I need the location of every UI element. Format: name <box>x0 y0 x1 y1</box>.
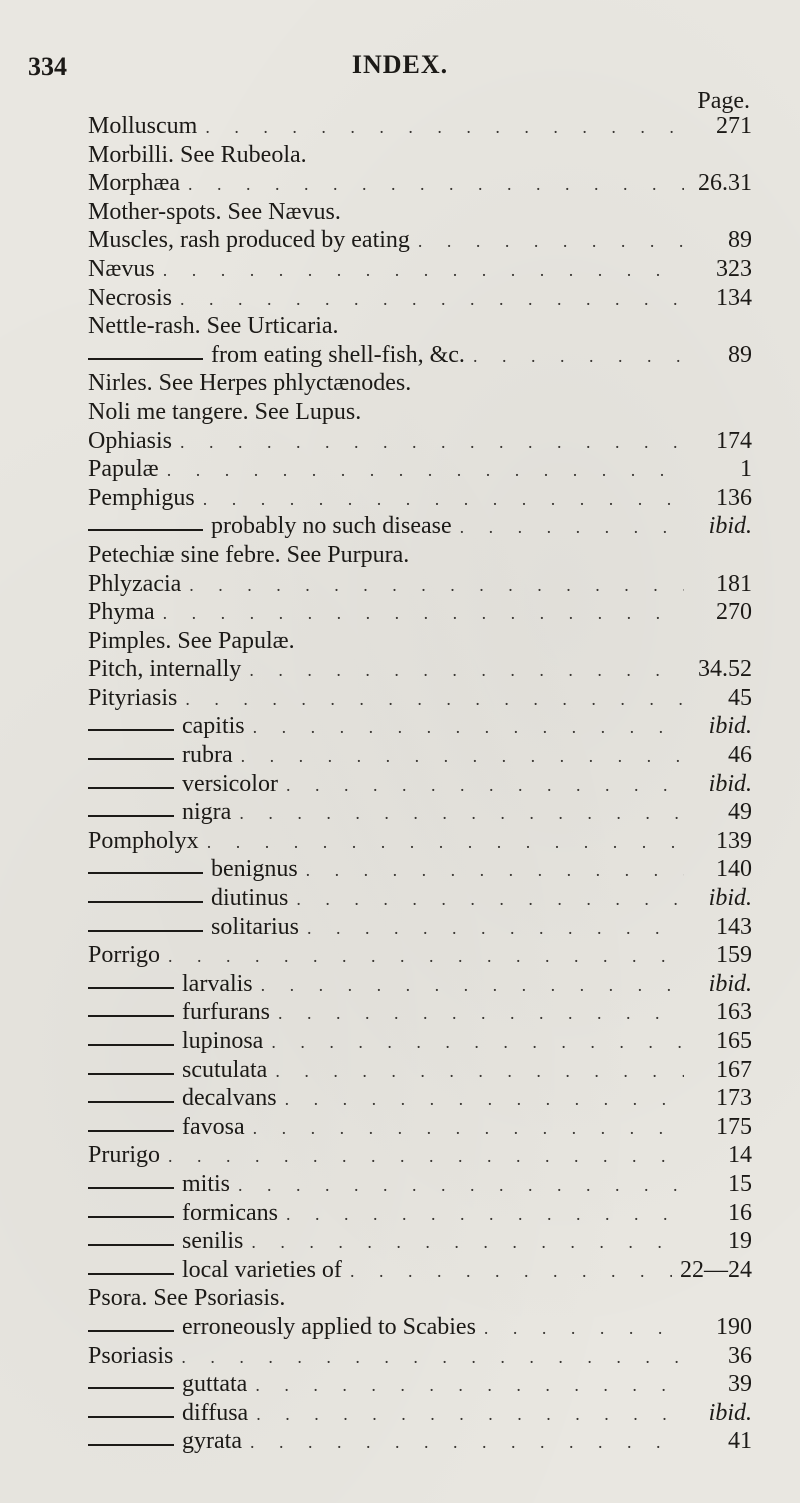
page-reference: 22—24 <box>680 1256 752 1283</box>
repeat-dash <box>88 1073 174 1075</box>
index-subentry <box>88 341 752 370</box>
entry-label: gyrata <box>182 1428 242 1455</box>
dot-leader <box>249 656 684 685</box>
index-entry <box>88 598 752 627</box>
page-reference: ibid. <box>708 885 752 912</box>
repeat-dash <box>88 529 203 531</box>
running-head: INDEX. <box>351 50 449 79</box>
entry-label: versicolor <box>182 770 278 797</box>
dot-leader <box>307 914 684 943</box>
page-column-heading: Page. <box>697 88 750 114</box>
index-subentry <box>88 913 752 942</box>
page-reference: 46 <box>728 742 752 769</box>
page-reference: 173 <box>716 1085 752 1112</box>
repeat-dash <box>88 787 174 789</box>
index-entry <box>88 255 752 284</box>
page-reference: 49 <box>728 799 752 826</box>
page-reference: 1 <box>740 456 752 483</box>
dot-leader <box>261 971 684 1000</box>
index-subentry <box>88 1313 752 1342</box>
entry-label: diffusa <box>182 1399 249 1426</box>
repeat-dash <box>88 1187 174 1189</box>
dot-leader <box>286 771 684 800</box>
page-reference: 159 <box>716 942 752 969</box>
dot-leader <box>306 856 684 885</box>
page-reference: 163 <box>716 999 752 1026</box>
page-reference: 143 <box>716 913 752 940</box>
page-reference: 134 <box>716 284 752 311</box>
index-entry <box>88 684 752 713</box>
index-subentry <box>88 1170 752 1199</box>
repeat-dash <box>88 1101 174 1103</box>
repeat-dash <box>88 1330 174 1332</box>
index-entry <box>88 941 752 970</box>
index-subentry <box>88 512 752 541</box>
dot-leader <box>350 1257 672 1286</box>
index-subentry <box>88 1256 752 1285</box>
index-entry <box>88 1284 752 1313</box>
entry-label: Pimples. See Papulæ. <box>88 627 295 654</box>
entry-label: Phlyzacia <box>88 570 182 597</box>
page-reference: ibid. <box>708 970 752 997</box>
page-reference: 139 <box>716 827 752 854</box>
index-entry <box>88 141 752 170</box>
page-reference: ibid. <box>708 513 752 540</box>
dot-leader <box>418 227 684 256</box>
entry-label: Psoriasis <box>88 1342 174 1369</box>
index-entry <box>88 570 752 599</box>
dot-leader <box>278 999 684 1028</box>
index-subentry <box>88 1084 752 1113</box>
index-entry <box>88 198 752 227</box>
dot-leader <box>253 1114 684 1143</box>
page-reference: 45 <box>728 684 752 711</box>
repeat-dash <box>88 758 174 760</box>
entry-label: Molluscum <box>88 113 198 139</box>
page-reference: 16 <box>728 1199 752 1226</box>
dot-leader <box>188 170 684 199</box>
entry-label: capitis <box>182 713 245 740</box>
index-entry <box>88 369 752 398</box>
repeat-dash <box>88 815 174 817</box>
dot-leader <box>285 1085 684 1114</box>
repeat-dash <box>88 872 203 874</box>
index-subentry <box>88 884 752 913</box>
repeat-dash <box>88 1216 174 1218</box>
dot-leader <box>251 1228 684 1257</box>
dot-leader <box>189 571 684 600</box>
index-subentry <box>88 1370 752 1399</box>
repeat-dash <box>88 1044 174 1046</box>
entry-label: Morbilli. See Rubeola. <box>88 141 307 168</box>
page-header <box>0 50 800 90</box>
entry-label: Pityriasis <box>88 684 178 711</box>
index-entry <box>88 226 752 255</box>
entry-label: larvalis <box>182 970 253 997</box>
index-subentry <box>88 1199 752 1228</box>
dot-leader <box>239 799 684 828</box>
entry-label: Pompholyx <box>88 827 199 854</box>
dot-leader <box>180 428 684 457</box>
entry-label: diutinus <box>211 885 289 912</box>
index-entry <box>88 284 752 313</box>
repeat-dash <box>88 358 203 360</box>
index-subentry <box>88 998 752 1027</box>
entry-label: Phyma <box>88 599 155 626</box>
entry-label: mitis <box>182 1170 231 1197</box>
page-reference: 190 <box>716 1313 752 1340</box>
dot-leader <box>241 742 684 771</box>
page-reference: 15 <box>728 1170 752 1197</box>
entry-label: Ophiasis <box>88 427 172 454</box>
page-reference: 36 <box>728 1342 752 1369</box>
repeat-dash <box>88 1015 174 1017</box>
page-reference: 89 <box>728 341 752 368</box>
entry-label: Petechiæ sine febre. See Purpura. <box>88 541 410 568</box>
index-entry <box>88 627 752 656</box>
dot-leader <box>271 1028 684 1057</box>
entry-label: Noli me tangere. See Lupus. <box>88 398 362 425</box>
entry-label: Pitch, internally <box>88 656 242 683</box>
dot-leader <box>255 1371 684 1400</box>
entry-label: Necrosis <box>88 284 172 311</box>
dot-leader <box>168 1142 684 1171</box>
entry-label: scutulata <box>182 1056 268 1083</box>
entry-label: benignus <box>211 856 298 883</box>
repeat-dash <box>88 930 203 932</box>
dot-leader <box>163 256 684 285</box>
page-reference: 270 <box>716 599 752 626</box>
page-reference: 41 <box>728 1428 752 1455</box>
index-subentry <box>88 1056 752 1085</box>
entry-label: from eating shell-fish, &c. <box>211 341 465 368</box>
index-entry <box>88 398 752 427</box>
entry-label: rubra <box>182 742 233 769</box>
dot-leader <box>296 885 684 914</box>
index-entry <box>88 541 752 570</box>
page-reference: 181 <box>716 570 752 597</box>
entry-label: Prurigo <box>88 1142 160 1169</box>
entry-label: nigra <box>182 799 232 826</box>
dot-leader <box>203 485 684 514</box>
page-reference: 19 <box>728 1228 752 1255</box>
dot-leader <box>286 1200 684 1229</box>
entry-label: decalvans <box>182 1085 277 1112</box>
entry-label: senilis <box>182 1228 244 1255</box>
index-subentry <box>88 1113 752 1142</box>
repeat-dash <box>88 1273 174 1275</box>
entry-label: local varieties of <box>182 1256 342 1283</box>
dot-leader <box>238 1171 684 1200</box>
repeat-dash <box>88 1387 174 1389</box>
index-subentry <box>88 1027 752 1056</box>
page-reference: 175 <box>716 1113 752 1140</box>
page-reference: ibid. <box>708 1399 752 1426</box>
page-reference: 271 <box>716 113 752 139</box>
dot-leader <box>484 1314 684 1343</box>
index-entry <box>88 827 752 856</box>
dot-leader <box>180 285 684 314</box>
index-entry <box>88 1342 752 1371</box>
page-number: 334 <box>28 52 67 81</box>
repeat-dash <box>88 1416 174 1418</box>
dot-leader <box>185 685 684 714</box>
dot-leader <box>167 456 684 485</box>
index-subentry <box>88 855 752 884</box>
repeat-dash <box>88 901 203 903</box>
entry-label: Porrigo <box>88 942 160 969</box>
entry-label: lupinosa <box>182 1028 264 1054</box>
dot-leader <box>250 1428 684 1457</box>
entry-label: Mother-spots. See Nævus. <box>88 198 341 225</box>
entry-label: Papulæ <box>88 456 159 483</box>
entry-label: solitarius <box>211 913 299 940</box>
entry-label: probably no such disease <box>211 513 452 540</box>
dot-leader <box>163 599 684 628</box>
dot-leader <box>256 1400 684 1429</box>
index-subentry <box>88 970 752 999</box>
index-entry <box>88 169 752 198</box>
index-subentry <box>88 1227 752 1256</box>
dot-leader <box>181 1343 684 1372</box>
index-entry <box>88 312 752 341</box>
entry-label: Muscles, rash produced by eating <box>88 227 410 254</box>
page-reference: ibid. <box>708 770 752 797</box>
dot-leader <box>205 113 684 142</box>
repeat-dash <box>88 1444 174 1446</box>
entry-label: Psora. See Psoriasis. <box>88 1285 286 1312</box>
index-entry <box>88 1141 752 1170</box>
page-reference: 167 <box>716 1056 752 1083</box>
page-reference: 136 <box>716 484 752 511</box>
index-entry <box>88 484 752 513</box>
page-reference: 165 <box>716 1028 752 1054</box>
index-entry <box>88 112 752 141</box>
entry-label: Nævus <box>88 255 155 282</box>
index-subentry <box>88 1427 752 1456</box>
index-entries <box>88 112 752 1456</box>
entry-label: guttata <box>182 1371 248 1398</box>
page-reference: 14 <box>728 1142 752 1169</box>
index-entry <box>88 655 752 684</box>
dot-leader <box>473 342 684 371</box>
index-subentry <box>88 770 752 799</box>
index-subentry <box>88 798 752 827</box>
index-subentry <box>88 741 752 770</box>
dot-leader <box>460 513 684 542</box>
page-reference: 26.31 <box>698 170 752 197</box>
entry-label: favosa <box>182 1113 245 1140</box>
index-subentry <box>88 712 752 741</box>
entry-label: Nettle-rash. See Urticaria. <box>88 313 339 340</box>
entry-label: formicans <box>182 1199 278 1226</box>
page-reference: ibid. <box>708 713 752 740</box>
page-reference: 34.52 <box>698 656 752 683</box>
index-subentry <box>88 1399 752 1428</box>
entry-label: erroneously applied to Scabies <box>182 1313 476 1340</box>
page-reference: 39 <box>728 1371 752 1398</box>
entry-label: Morphæa <box>88 170 180 197</box>
page-reference: 89 <box>728 227 752 254</box>
dot-leader <box>207 828 684 857</box>
page-reference: 140 <box>716 856 752 883</box>
index-entry <box>88 455 752 484</box>
index-entry <box>88 427 752 456</box>
entry-label: Pemphigus <box>88 484 195 511</box>
repeat-dash <box>88 1130 174 1132</box>
page-reference: 323 <box>716 255 752 282</box>
dot-leader <box>253 713 684 742</box>
repeat-dash <box>88 1244 174 1246</box>
entry-label: Nirles. See Herpes phlyctænodes. <box>88 370 412 397</box>
repeat-dash <box>88 987 174 989</box>
entry-label: furfurans <box>182 999 270 1026</box>
dot-leader <box>275 1057 684 1086</box>
dot-leader <box>168 942 684 971</box>
repeat-dash <box>88 729 174 731</box>
page-reference: 174 <box>716 427 752 454</box>
